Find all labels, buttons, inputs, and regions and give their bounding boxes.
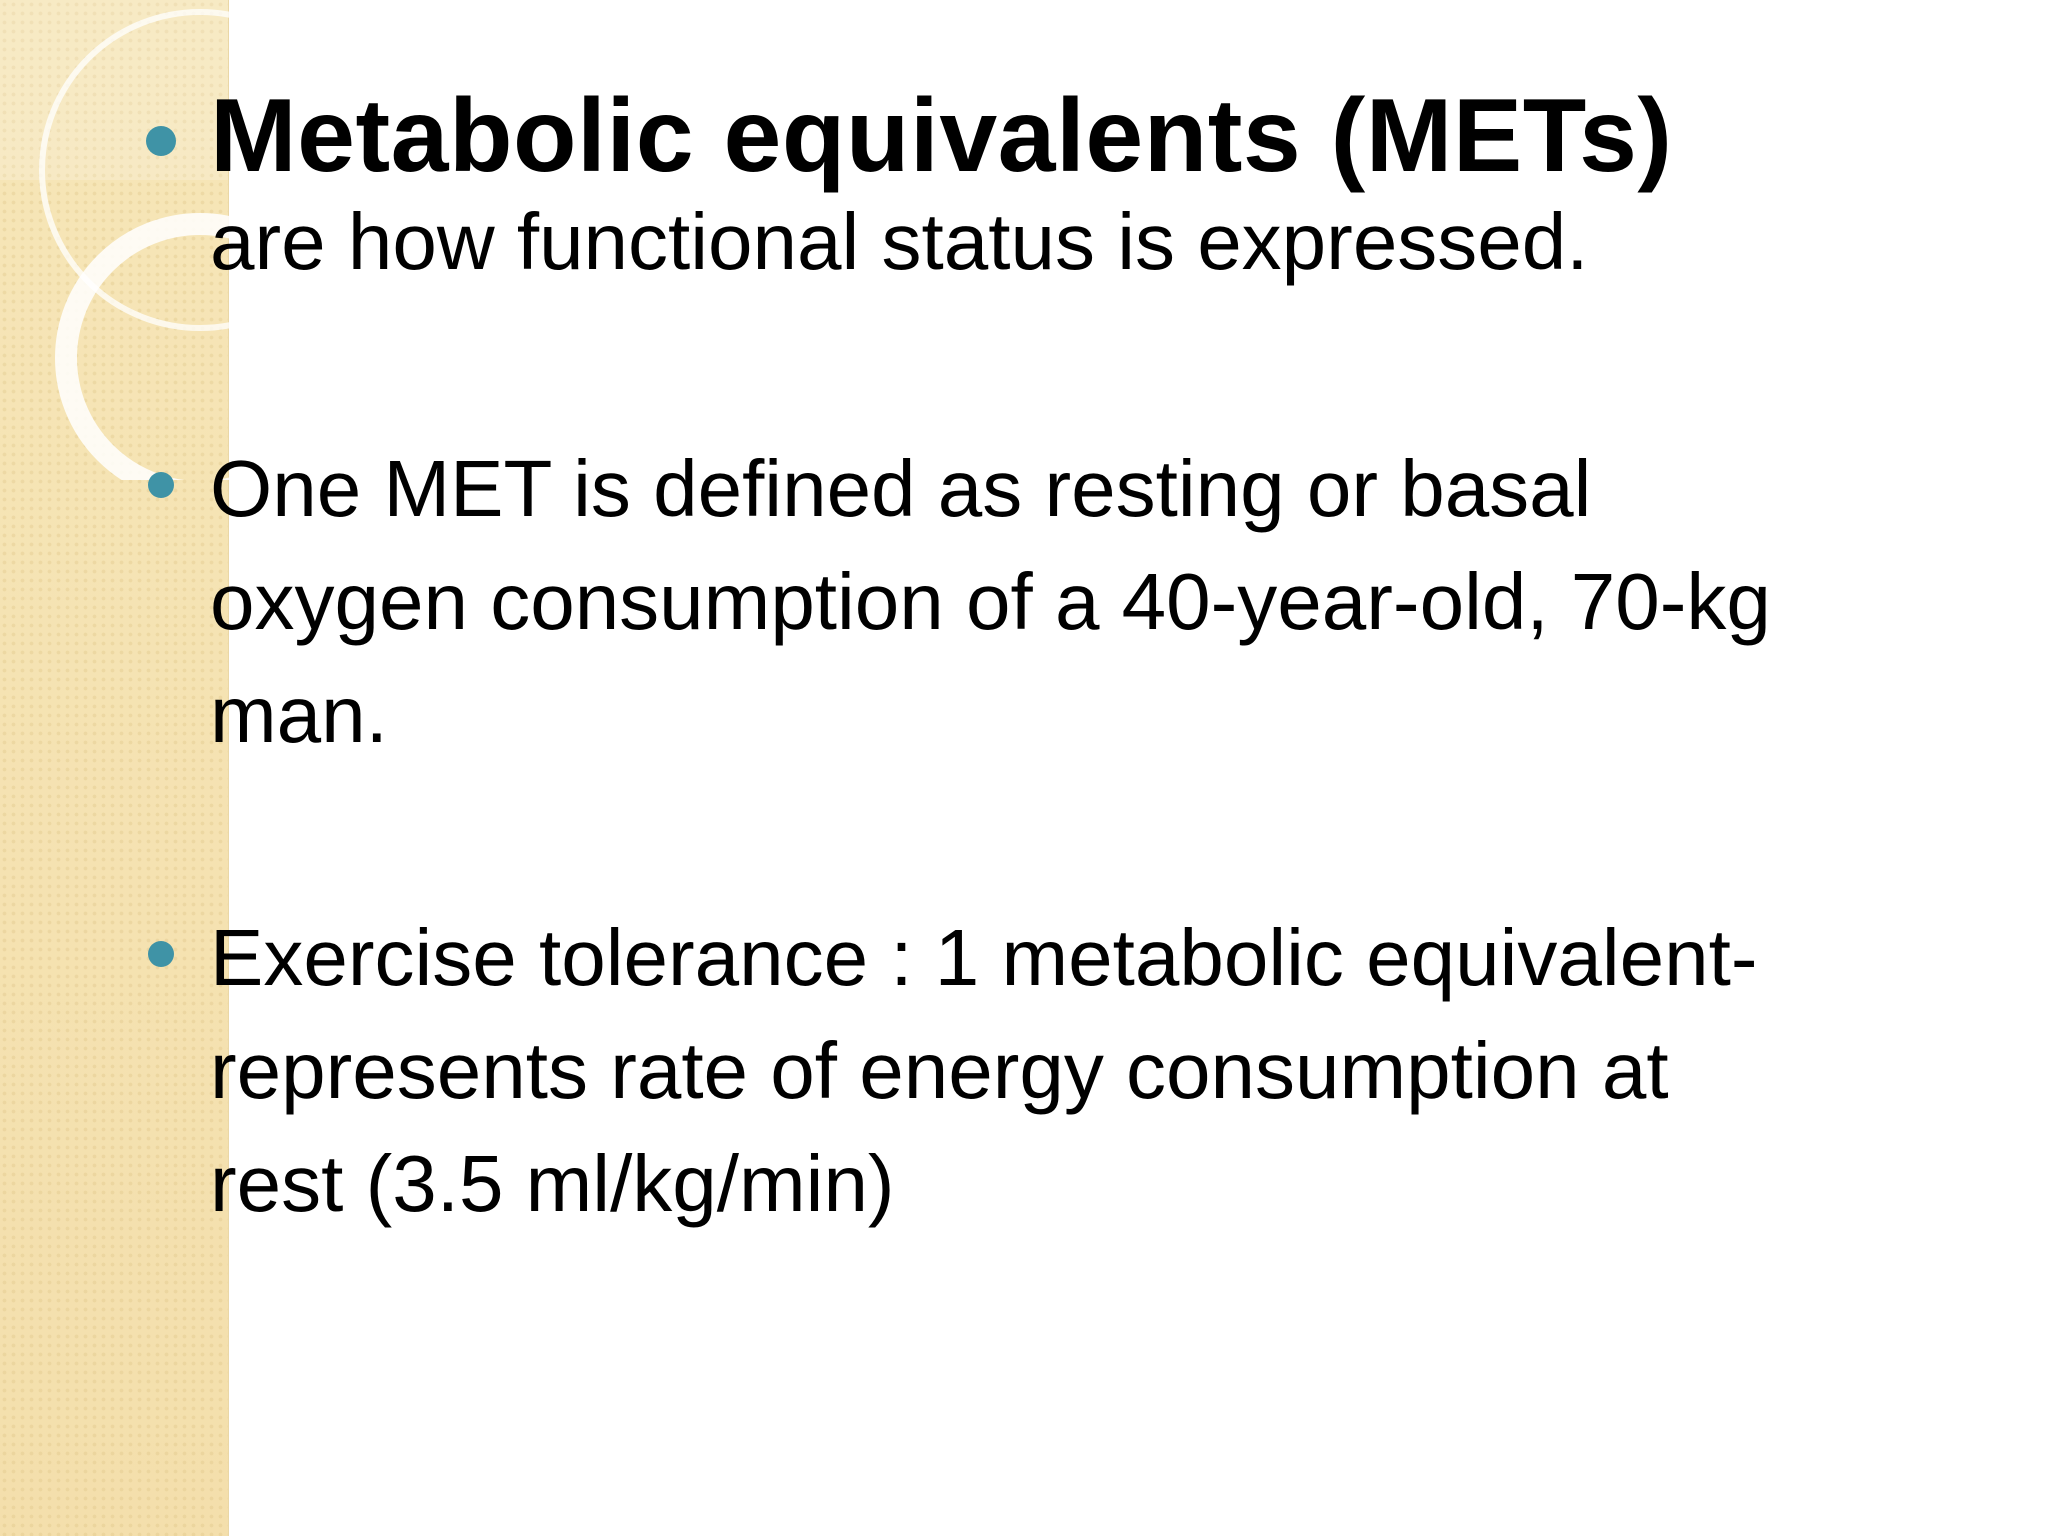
bullet-heading: Metabolic equivalents (METs) [210, 78, 1673, 194]
bullet-dot-icon [146, 126, 176, 156]
bullet-dot-icon [148, 941, 174, 967]
slide-content [148, 80, 1968, 1240]
bullet-dot-icon [148, 472, 174, 498]
bullet-item [148, 432, 1968, 771]
bullet-text: One MET is defined as resting or basal oxygen consumption of a 40-year-old, 70-kg man. [210, 444, 1771, 759]
bullet-item [148, 901, 1968, 1240]
bullet-text: Exercise tolerance : 1 metabolic equivalent-represents rate of energy consumption at rest (3.5 ml/kg/min) [210, 913, 1758, 1228]
bullet-text: are how functional status is expressed. [210, 197, 1589, 286]
bullet-item [148, 80, 1968, 292]
